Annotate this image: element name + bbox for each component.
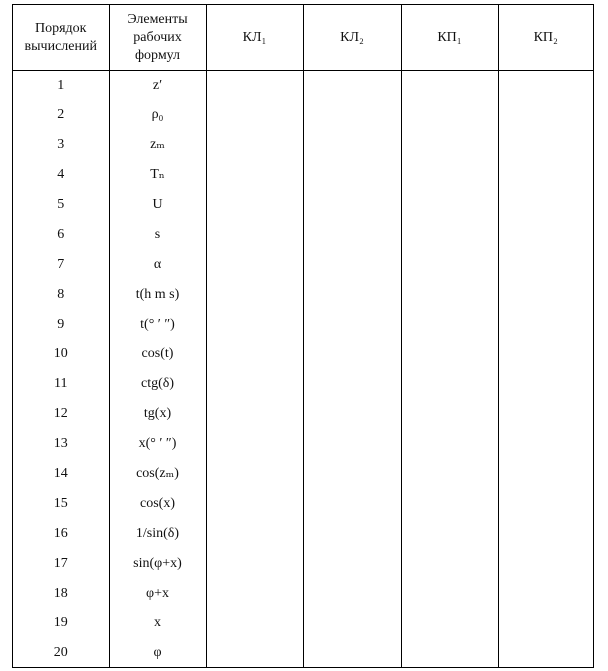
cell-kp2[interactable] xyxy=(498,609,593,639)
cell-kl1[interactable] xyxy=(206,250,303,280)
cell-kl1[interactable] xyxy=(206,579,303,609)
table-row xyxy=(13,369,593,399)
cell-kl1[interactable] xyxy=(206,280,303,310)
cell-kl1[interactable] xyxy=(206,549,303,579)
cell-kl1[interactable] xyxy=(206,190,303,220)
cell-kl2[interactable] xyxy=(303,429,401,459)
cell-kl2[interactable] xyxy=(303,549,401,579)
cell-kl1[interactable] xyxy=(206,429,303,459)
table-row xyxy=(13,310,593,340)
header-kl1: КЛ₁ xyxy=(206,5,303,71)
cell-kl1[interactable] xyxy=(206,100,303,130)
cell-kp1[interactable] xyxy=(401,549,498,579)
row-formula-element: sin(φ+x) xyxy=(109,549,206,579)
row-formula-element: cos(t) xyxy=(109,340,206,370)
cell-kl2[interactable] xyxy=(303,340,401,370)
row-formula-element: z′ xyxy=(109,71,206,101)
row-formula-element: s xyxy=(109,220,206,250)
table-row xyxy=(13,71,593,101)
row-order-number: 13 xyxy=(13,429,109,459)
row-order-number: 4 xyxy=(13,160,109,190)
cell-kp1[interactable] xyxy=(401,579,498,609)
cell-kl2[interactable] xyxy=(303,130,401,160)
cell-kp2[interactable] xyxy=(498,250,593,280)
row-order-number: 6 xyxy=(13,220,109,250)
cell-kp2[interactable] xyxy=(498,459,593,489)
header-elements: Элементы рабочих формул xyxy=(109,5,206,71)
row-order-number: 9 xyxy=(13,310,109,340)
cell-kp2[interactable] xyxy=(498,220,593,250)
row-formula-element: tg(x) xyxy=(109,399,206,429)
table-row xyxy=(13,459,593,489)
table-row xyxy=(13,579,593,609)
table-row xyxy=(13,280,593,310)
cell-kp1[interactable] xyxy=(401,369,498,399)
row-order-number: 1 xyxy=(13,71,109,101)
cell-kp1[interactable] xyxy=(401,160,498,190)
cell-kp1[interactable] xyxy=(401,100,498,130)
cell-kp2[interactable] xyxy=(498,549,593,579)
row-order-number: 14 xyxy=(13,459,109,489)
row-order-number: 15 xyxy=(13,489,109,519)
row-formula-element: U xyxy=(109,190,206,220)
cell-kp1[interactable] xyxy=(401,250,498,280)
row-formula-element: α xyxy=(109,250,206,280)
cell-kp2[interactable] xyxy=(498,579,593,609)
row-order-number: 11 xyxy=(13,369,109,399)
cell-kl2[interactable] xyxy=(303,609,401,639)
cell-kl2[interactable] xyxy=(303,160,401,190)
cell-kl2[interactable] xyxy=(303,638,401,668)
cell-kp2[interactable] xyxy=(498,280,593,310)
row-formula-element: cos(x) xyxy=(109,489,206,519)
cell-kl1[interactable] xyxy=(206,160,303,190)
table-body xyxy=(13,71,593,669)
row-order-number: 20 xyxy=(13,638,109,668)
row-formula-element: x xyxy=(109,609,206,639)
header-kp1: КП₁ xyxy=(401,5,498,71)
row-order-number: 18 xyxy=(13,579,109,609)
row-formula-element: φ+x xyxy=(109,579,206,609)
row-order-number: 16 xyxy=(13,519,109,549)
cell-kl1[interactable] xyxy=(206,310,303,340)
row-order-number: 10 xyxy=(13,340,109,370)
cell-kp1[interactable] xyxy=(401,280,498,310)
cell-kl1[interactable] xyxy=(206,638,303,668)
cell-kp2[interactable] xyxy=(498,130,593,160)
cell-kp2[interactable] xyxy=(498,638,593,668)
table-row xyxy=(13,220,593,250)
cell-kp1[interactable] xyxy=(401,190,498,220)
computation-table xyxy=(13,5,593,668)
table-row xyxy=(13,160,593,190)
cell-kp1[interactable] xyxy=(401,459,498,489)
table-row xyxy=(13,250,593,280)
table-row xyxy=(13,340,593,370)
table-row xyxy=(13,549,593,579)
cell-kp1[interactable] xyxy=(401,340,498,370)
table-row xyxy=(13,399,593,429)
cell-kp1[interactable] xyxy=(401,638,498,668)
row-order-number: 19 xyxy=(13,609,109,639)
table-row xyxy=(13,489,593,519)
cell-kl2[interactable] xyxy=(303,579,401,609)
cell-kp2[interactable] xyxy=(498,100,593,130)
cell-kp1[interactable] xyxy=(401,220,498,250)
cell-kl2[interactable] xyxy=(303,489,401,519)
row-order-number: 7 xyxy=(13,250,109,280)
cell-kl2[interactable] xyxy=(303,399,401,429)
cell-kp1[interactable] xyxy=(401,429,498,459)
header-kl2: КЛ₂ xyxy=(303,5,401,71)
cell-kp1[interactable] xyxy=(401,71,498,101)
cell-kl2[interactable] xyxy=(303,310,401,340)
table-row xyxy=(13,190,593,220)
row-formula-element: t(h m s) xyxy=(109,280,206,310)
cell-kp2[interactable] xyxy=(498,160,593,190)
cell-kp2[interactable] xyxy=(498,190,593,220)
row-formula-element: zₘ xyxy=(109,130,206,160)
cell-kp2[interactable] xyxy=(498,399,593,429)
row-order-number: 2 xyxy=(13,100,109,130)
cell-kl2[interactable] xyxy=(303,280,401,310)
cell-kp2[interactable] xyxy=(498,429,593,459)
cell-kl2[interactable] xyxy=(303,250,401,280)
row-formula-element: Tₙ xyxy=(109,160,206,190)
cell-kl1[interactable] xyxy=(206,399,303,429)
cell-kl1[interactable] xyxy=(206,459,303,489)
cell-kl1[interactable] xyxy=(206,340,303,370)
table-row xyxy=(13,130,593,160)
cell-kl1[interactable] xyxy=(206,609,303,639)
cell-kl2[interactable] xyxy=(303,190,401,220)
cell-kl2[interactable] xyxy=(303,220,401,250)
row-formula-element: x(° ′ ″) xyxy=(109,429,206,459)
cell-kl1[interactable] xyxy=(206,130,303,160)
computation-table-frame xyxy=(12,4,594,668)
row-formula-element: 1/sin(δ) xyxy=(109,519,206,549)
row-order-number: 12 xyxy=(13,399,109,429)
row-order-number: 17 xyxy=(13,549,109,579)
cell-kl2[interactable] xyxy=(303,519,401,549)
cell-kl2[interactable] xyxy=(303,459,401,489)
cell-kp2[interactable] xyxy=(498,71,593,101)
cell-kl1[interactable] xyxy=(206,71,303,101)
cell-kp1[interactable] xyxy=(401,399,498,429)
table-row xyxy=(13,519,593,549)
cell-kl1[interactable] xyxy=(206,489,303,519)
cell-kp1[interactable] xyxy=(401,489,498,519)
cell-kp1[interactable] xyxy=(401,519,498,549)
cell-kp1[interactable] xyxy=(401,130,498,160)
cell-kp2[interactable] xyxy=(498,489,593,519)
cell-kp2[interactable] xyxy=(498,310,593,340)
row-formula-element: ρ₀ xyxy=(109,100,206,130)
cell-kp2[interactable] xyxy=(498,369,593,399)
cell-kl2[interactable] xyxy=(303,100,401,130)
row-formula-element: φ xyxy=(109,638,206,668)
row-order-number: 3 xyxy=(13,130,109,160)
cell-kp2[interactable] xyxy=(498,519,593,549)
table-row xyxy=(13,429,593,459)
row-formula-element: t(° ′ ″) xyxy=(109,310,206,340)
row-formula-element: ctg(δ) xyxy=(109,369,206,399)
table-header-row xyxy=(13,5,593,71)
cell-kl1[interactable] xyxy=(206,220,303,250)
row-order-number: 5 xyxy=(13,190,109,220)
cell-kp2[interactable] xyxy=(498,340,593,370)
row-order-number: 8 xyxy=(13,280,109,310)
header-order: Порядок вычислений xyxy=(13,5,109,71)
row-formula-element: cos(zₘ) xyxy=(109,459,206,489)
cell-kl1[interactable] xyxy=(206,369,303,399)
cell-kp1[interactable] xyxy=(401,310,498,340)
cell-kl2[interactable] xyxy=(303,71,401,101)
header-kp2: КП₂ xyxy=(498,5,593,71)
cell-kl2[interactable] xyxy=(303,369,401,399)
cell-kp1[interactable] xyxy=(401,609,498,639)
cell-kl1[interactable] xyxy=(206,519,303,549)
table-row xyxy=(13,609,593,639)
table-row xyxy=(13,638,593,668)
table-row xyxy=(13,100,593,130)
